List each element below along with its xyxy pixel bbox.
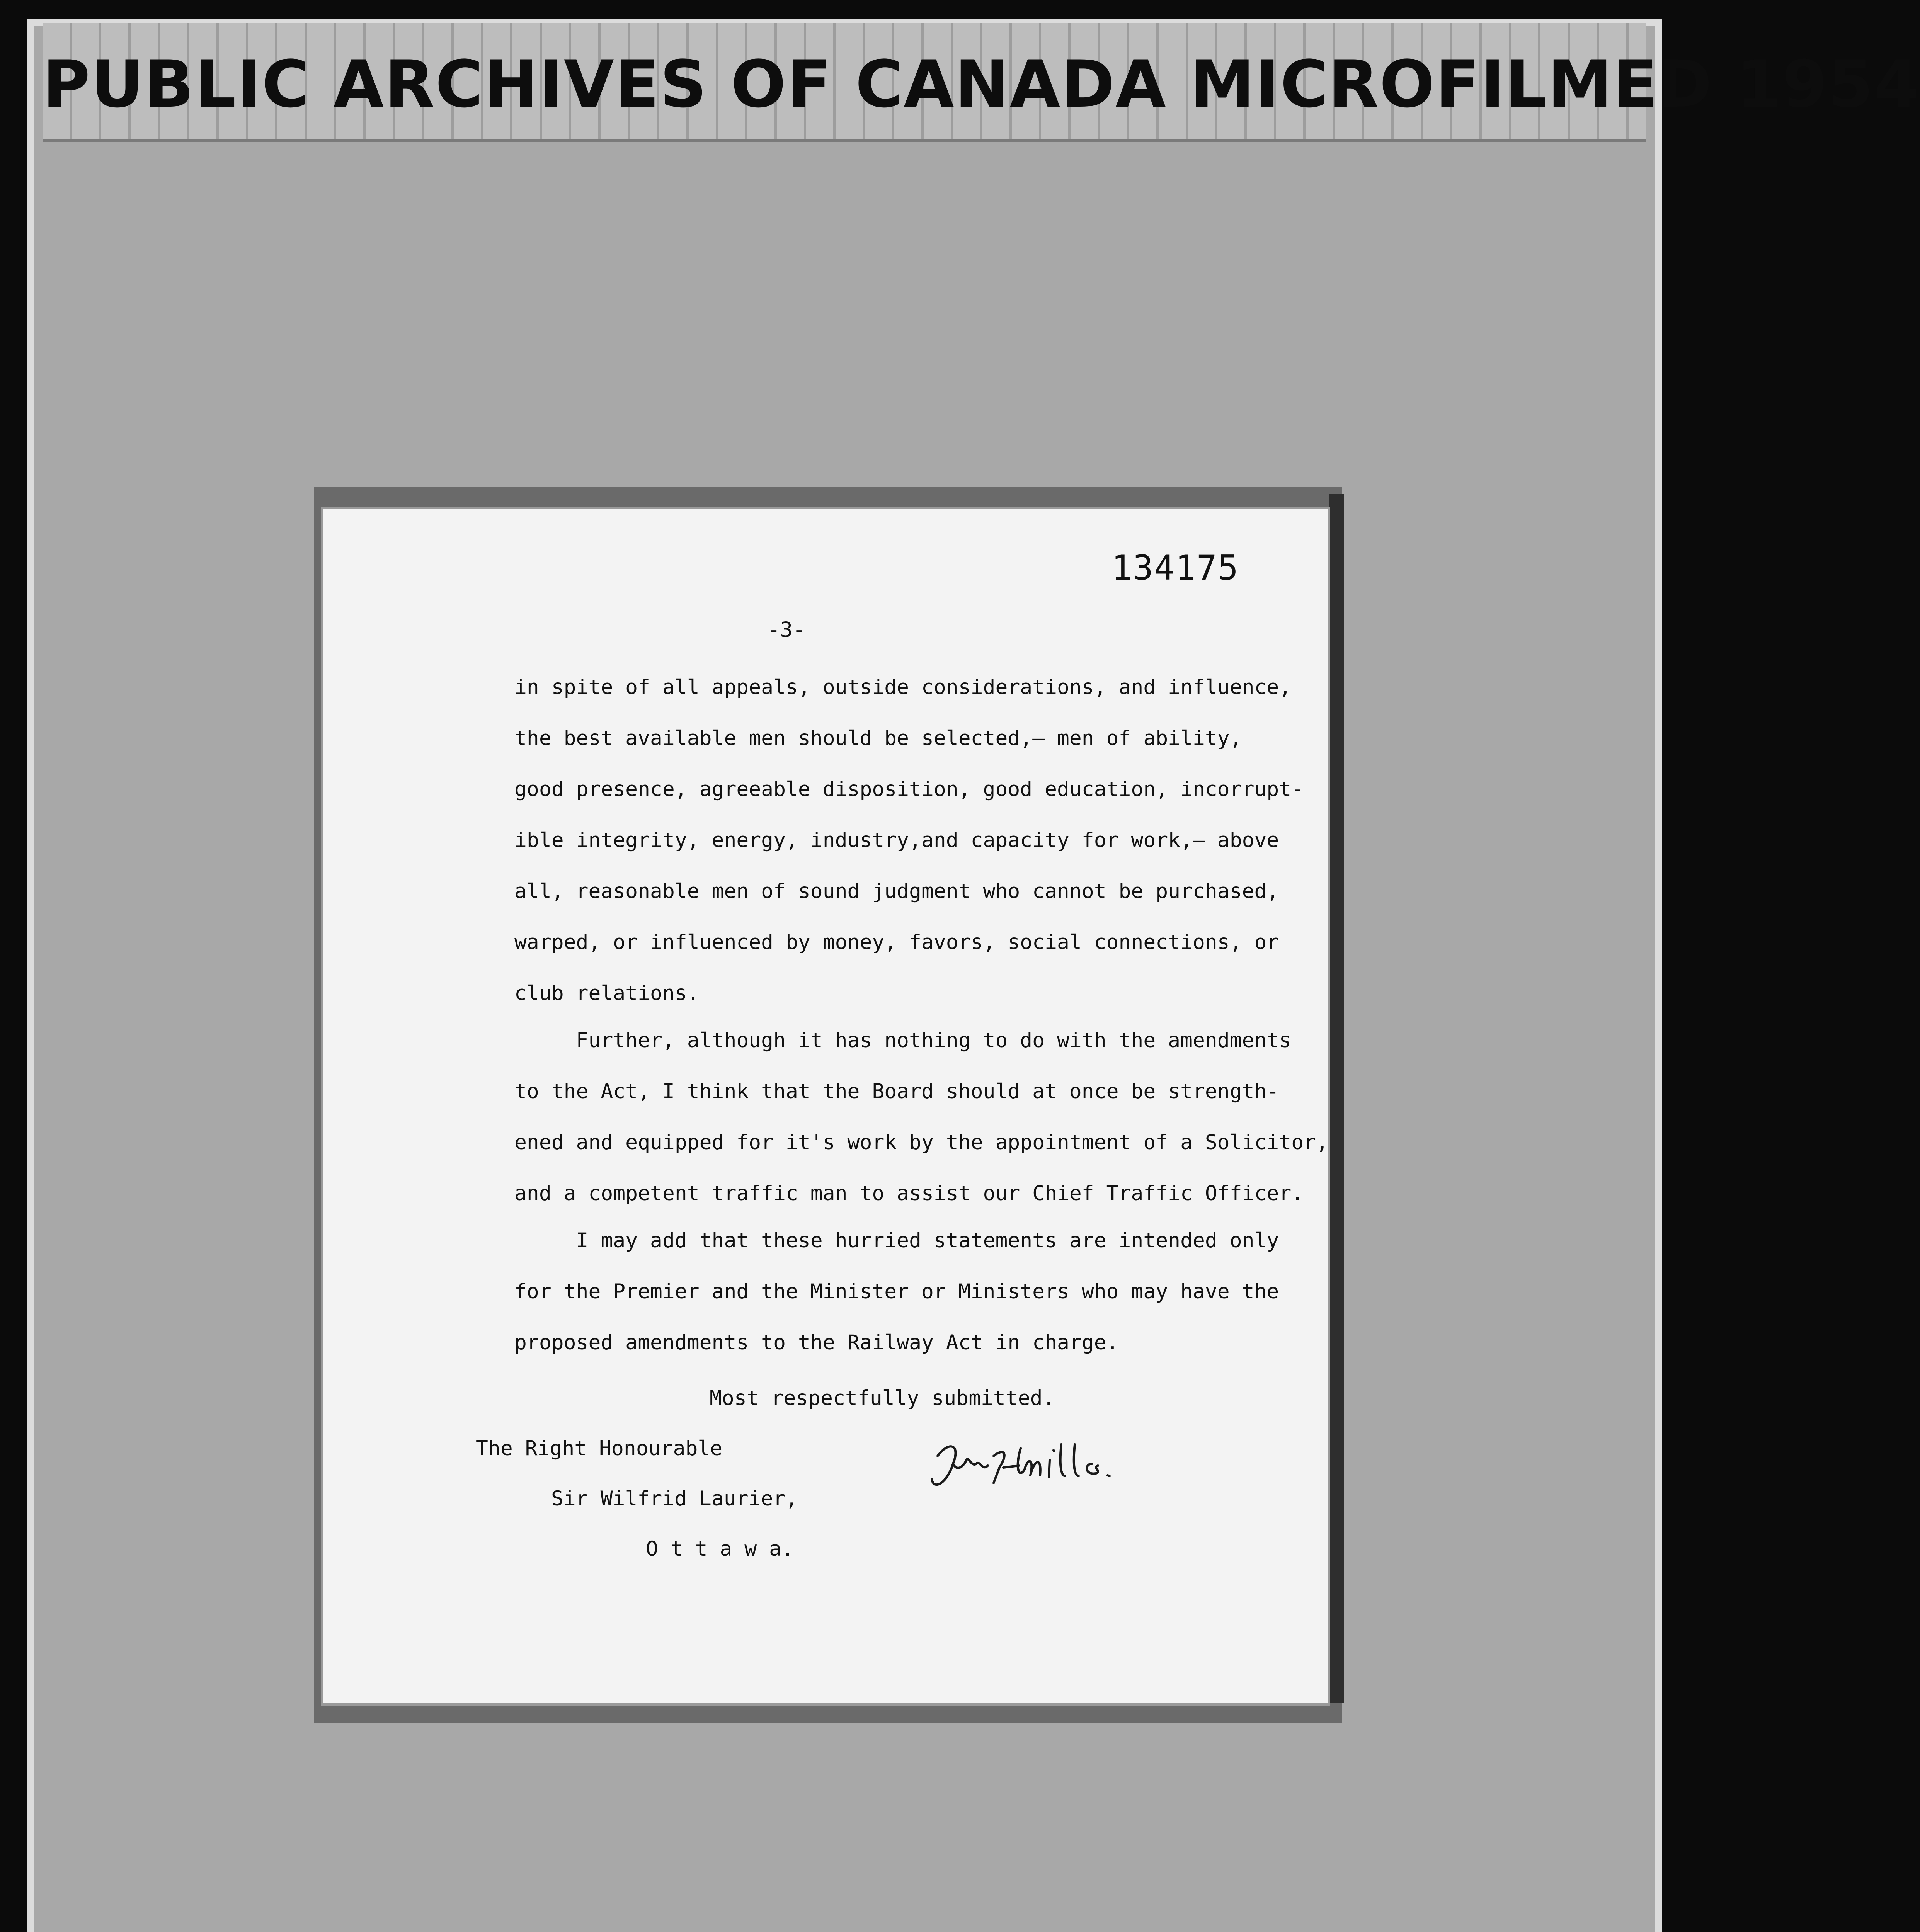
body-line: warped, or influenced by money, favors, social connections, or — [514, 930, 1279, 954]
address-line-1: The Right Honourable — [476, 1437, 723, 1460]
address-line-3: O t t a w a. — [646, 1537, 794, 1561]
archive-banner — [43, 23, 1920, 142]
letter-page — [323, 509, 1328, 1703]
body-line: good presence, agreeable disposition, good education, incorrupt- — [514, 777, 1304, 801]
document-number: 134175 — [1111, 548, 1239, 588]
body-line: ible integrity, energy, industry,and capacity for work,— above — [514, 828, 1279, 852]
body-line: proposed amendments to the Railway Act in charge. — [514, 1331, 1119, 1354]
body-line: the best available men should be selected,— men of ability, — [514, 726, 1242, 750]
body-line: I may add that these hurried statements are intended only — [514, 1229, 1279, 1252]
body-line: ened and equipped for it's work by the appointment of a Solicitor, — [514, 1131, 1328, 1154]
archive-banner-title: PUBLIC ARCHIVES OF CANADA MICROFILMED 1954 — [43, 46, 1920, 122]
handwritten-signature — [926, 1433, 1142, 1510]
body-line: for the Premier and the Minister or Ministers who may have the — [514, 1280, 1279, 1303]
page-number: -3- — [768, 617, 805, 642]
body-line: all, reasonable men of sound judgment who cannot be purchased, — [514, 879, 1279, 903]
address-line-2: Sir Wilfrid Laurier, — [551, 1487, 798, 1510]
body-line: Further, although it has nothing to do with the amendments — [514, 1029, 1292, 1052]
paper-edge — [1329, 494, 1344, 1703]
closing-line: Most respectfully submitted. — [710, 1386, 1055, 1410]
body-line: in spite of all appeals, outside considerations, and influence, — [514, 675, 1292, 699]
body-line: to the Act, I think that the Board should at once be strength- — [514, 1080, 1279, 1103]
body-line: and a competent traffic man to assist our Chief Traffic Officer. — [514, 1182, 1304, 1205]
body-line: club relations. — [514, 981, 700, 1005]
